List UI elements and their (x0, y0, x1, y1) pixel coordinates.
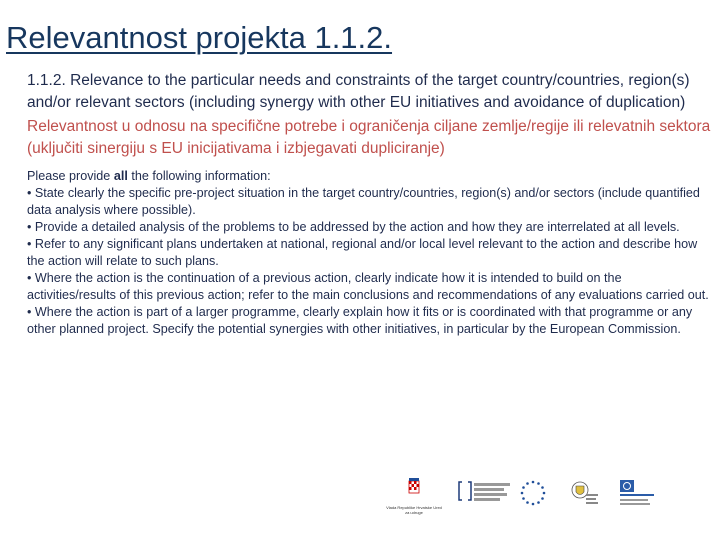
bullet-item: • Where the action is part of a larger programme, clearly explain how it fits or is coordinated with that programme or any other planned project. Specify the potential synergies with other initiatives, in particular by the European Commission. (27, 305, 693, 336)
heading-english: 1.1.2. Relevance to the particular needs and constraints of the target country/countries, region(s) and/or relevant sectors (including synergy with other EU initiatives and avoidance of duplication) (27, 72, 690, 111)
heading-croatian: Relevantnost u odnosu na specifične potrebe i ograničenja ciljane zemlje/regije ili relevatnih sektora (uključiti sinergiju s EU inicijativama i izbjegavati dupliciranje) (27, 118, 711, 157)
croatian-government-logo (384, 478, 444, 515)
intro-bold: all (113, 169, 128, 183)
foundation-bracket-icon (458, 478, 514, 508)
bullet-item: • Refer to any significant plans undertaken at national, regional and/or local level relevant to the action and describe how the action will relate to such plans. (27, 237, 698, 268)
coat-of-arms-icon (384, 478, 444, 500)
intro-suffix: the following information: (127, 169, 271, 183)
footer-logos (378, 478, 678, 526)
crest-logo (566, 478, 602, 517)
cci-badge-icon (618, 478, 660, 510)
instructions (27, 168, 711, 338)
bullet-item: • State clearly the specific pre-project situation in the target country/countries, region(s) and/or sectors (include quantified data analysis where possible). (27, 186, 700, 217)
ncs-foundation-logo (458, 478, 514, 513)
intro-line (27, 168, 711, 185)
cci-logo (618, 478, 660, 515)
gov-logo-text: Vlada Republike Hrvatske Ured za udruge (386, 505, 442, 515)
page-title: Relevantnost projekta 1.1.2. (6, 20, 393, 55)
eu-logo (518, 478, 548, 513)
shield-icon (566, 478, 602, 512)
bullet-item: • Provide a detailed analysis of the problems to be addressed by the action and how they are interrelated at all levels. (27, 220, 680, 234)
eu-stars-icon (518, 478, 548, 508)
bullet-item: • Where the action is the continuation of a previous action, clearly indicate how it is intended to build on the activities/results of this previous action; refer to the main conclusions and recommendations of any evaluations carried out. (27, 271, 709, 302)
main-content (27, 70, 711, 338)
intro-prefix: Please provide (27, 169, 114, 183)
